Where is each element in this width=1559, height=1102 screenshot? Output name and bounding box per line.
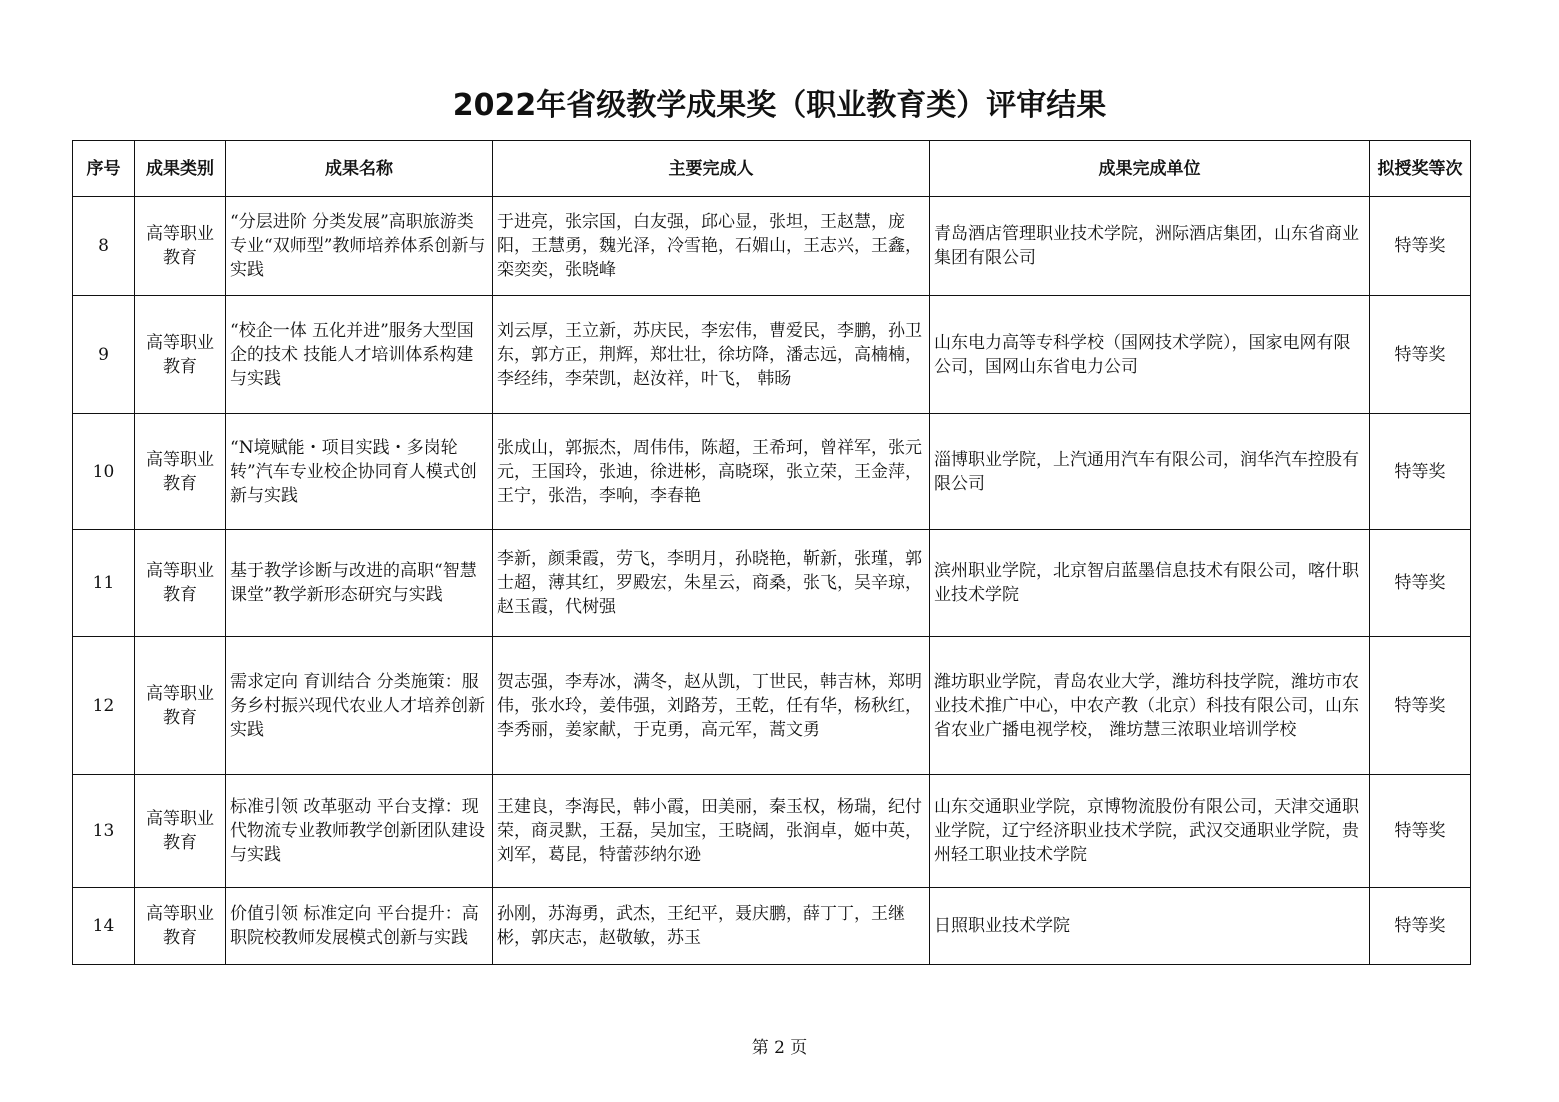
cell-type: 高等职业教育	[135, 296, 226, 414]
cell-name: 价值引领 标准定向 平台提升：高职院校教师发展模式创新与实践	[226, 888, 493, 965]
cell-type: 高等职业教育	[135, 888, 226, 965]
cell-name: 基于教学诊断与改进的高职“智慧课堂”教学新形态研究与实践	[226, 530, 493, 637]
cell-no: 13	[73, 775, 135, 888]
cell-type: 高等职业教育	[135, 530, 226, 637]
cell-unit: 淄博职业学院，上汽通用汽车有限公司，润华汽车控股有限公司	[930, 414, 1370, 530]
table-row	[73, 888, 1471, 965]
cell-award: 特等奖	[1370, 888, 1471, 965]
table-row	[73, 637, 1471, 775]
cell-unit: 日照职业技术学院	[930, 888, 1370, 965]
header-award: 拟授奖等次	[1370, 141, 1471, 197]
cell-unit: 潍坊职业学院，青岛农业大学，潍坊科技学院，潍坊市农业技术推广中心，中农产教（北京）科技有限公司，山东省农业广播电视学校， 潍坊慧三浓职业培训学校	[930, 637, 1370, 775]
table-row	[73, 414, 1471, 530]
header-people: 主要完成人	[493, 141, 930, 197]
cell-type: 高等职业教育	[135, 197, 226, 296]
header-no: 序号	[73, 141, 135, 197]
cell-name: “校企一体 五化并进”服务大型国企的技术 技能人才培训体系构建与实践	[226, 296, 493, 414]
cell-people: 贺志强，李寿冰，满冬，赵从凯，丁世民，韩吉林，郑明伟，张水玲，姜伟强，刘路芳，王乾，任有华，杨秋红，李秀丽，姜家献，于克勇，高元军，蒿文勇	[493, 637, 930, 775]
cell-no: 14	[73, 888, 135, 965]
cell-name: 需求定向 育训结合 分类施策：服务乡村振兴现代农业人才培养创新实践	[226, 637, 493, 775]
cell-award: 特等奖	[1370, 197, 1471, 296]
table-row	[73, 775, 1471, 888]
table-row	[73, 197, 1471, 296]
cell-unit: 山东电力高等专科学校（国网技术学院），国家电网有限公司，国网山东省电力公司	[930, 296, 1370, 414]
cell-people: 李新，颜秉霞，劳飞，李明月，孙晓艳，靳新，张瑾，郭士超，薄其红，罗殿宏，朱星云，商桑，张飞，吴辛琼，赵玉霞，代树强	[493, 530, 930, 637]
cell-award: 特等奖	[1370, 414, 1471, 530]
cell-type: 高等职业教育	[135, 775, 226, 888]
header-name: 成果名称	[226, 141, 493, 197]
table-header-row	[73, 141, 1471, 197]
header-type: 成果类别	[135, 141, 226, 197]
cell-award: 特等奖	[1370, 296, 1471, 414]
results-table	[72, 140, 1471, 965]
cell-people: 张成山，郭振杰，周伟伟，陈超，王希珂，曾祥军，张元元，王国玲，张迪，徐进彬，高晓琛，张立荣，王金萍，王宁，张浩，李响，李春艳	[493, 414, 930, 530]
cell-no: 12	[73, 637, 135, 775]
cell-award: 特等奖	[1370, 637, 1471, 775]
cell-unit: 青岛酒店管理职业技术学院，洲际酒店集团，山东省商业集团有限公司	[930, 197, 1370, 296]
document-title: 2022年省级教学成果奖（职业教育类）评审结果	[452, 88, 1107, 123]
cell-people: 孙刚，苏海勇，武杰，王纪平，聂庆鹏，薛丁丁，王继彬，郭庆志，赵敬敏，苏玉	[493, 888, 930, 965]
table-row	[73, 530, 1471, 637]
cell-no: 10	[73, 414, 135, 530]
cell-no: 9	[73, 296, 135, 414]
page-number: 第 2 页	[751, 1038, 808, 1058]
cell-no: 11	[73, 530, 135, 637]
cell-unit: 滨州职业学院，北京智启蓝墨信息技术有限公司，喀什职业技术学院	[930, 530, 1370, 637]
cell-people: 刘云厚，王立新，苏庆民，李宏伟，曹爱民，李鹏，孙卫东，郭方正，荆辉，郑壮壮，徐坊降，潘志远，高楠楠，李经纬，李荣凯，赵汝祥，叶飞， 韩旸	[493, 296, 930, 414]
cell-type: 高等职业教育	[135, 637, 226, 775]
cell-award: 特等奖	[1370, 530, 1471, 637]
cell-name: “分层进阶 分类发展”高职旅游类专业“双师型”教师培养体系创新与实践	[226, 197, 493, 296]
table-row	[73, 296, 1471, 414]
header-unit: 成果完成单位	[930, 141, 1370, 197]
cell-name: 标准引领 改革驱动 平台支撑：现代物流专业教师教学创新团队建设与实践	[226, 775, 493, 888]
cell-people: 王建良，李海民，韩小霞，田美丽，秦玉权，杨瑞，纪付荣，商灵默，王磊，吴加宝，王晓阔，张润卓，姬中英，刘军，葛昆，特蕾莎纳尔逊	[493, 775, 930, 888]
cell-award: 特等奖	[1370, 775, 1471, 888]
cell-unit: 山东交通职业学院，京博物流股份有限公司，天津交通职业学院，辽宁经济职业技术学院，武汉交通职业学院，贵州轻工职业技术学院	[930, 775, 1370, 888]
cell-type: 高等职业教育	[135, 414, 226, 530]
cell-name: “N境赋能・项目实践・多岗轮转”汽车专业校企协同育人模式创新与实践	[226, 414, 493, 530]
cell-no: 8	[73, 197, 135, 296]
cell-people: 于进亮，张宗国，白友强，邱心显，张坦，王赵慧，庞阳，王慧勇，魏光泽，冷雪艳，石媚山，王志兴，王鑫，栾奕奕，张晓峰	[493, 197, 930, 296]
